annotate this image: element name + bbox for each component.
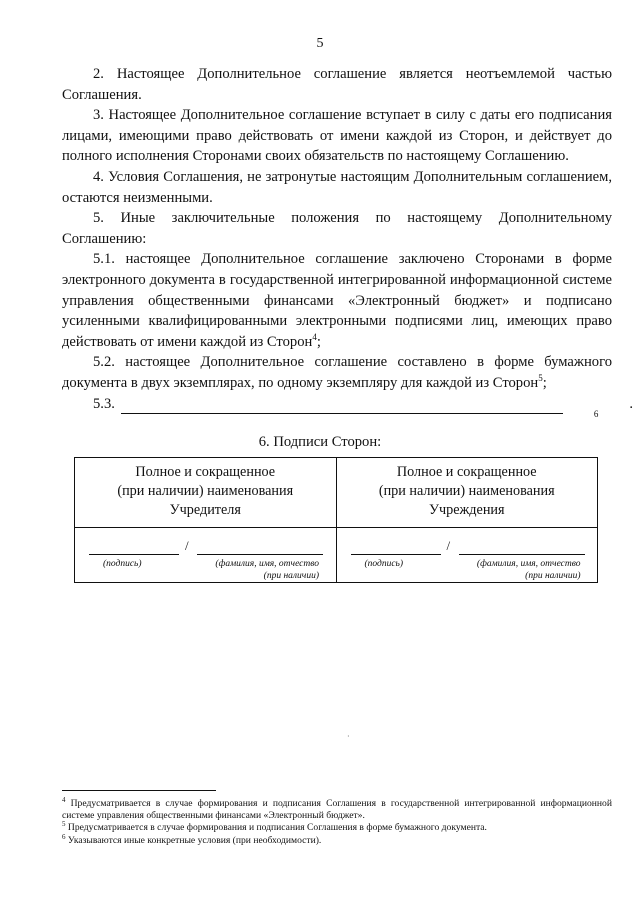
- clause-2: 2. Настоящее Дополнительное соглашение является неотъемлемой частью Соглашения.: [62, 66, 612, 103]
- founder-heading-text: Полное и сокращенное (при наличии) наименования Учредителя: [117, 464, 294, 518]
- footnote-ref-5: 5: [538, 373, 543, 384]
- footnote-4: [62, 795, 612, 822]
- footnote-5-mark: 5: [62, 820, 66, 829]
- scan-speck: ·: [347, 732, 350, 741]
- institution-signature-cell: [336, 528, 598, 583]
- signatures-table: [74, 457, 598, 583]
- institution-caption-name: (фамилия, имя, отчество (при наличии): [476, 559, 581, 581]
- founder-signature-blank: [89, 554, 179, 555]
- footnote-5: [62, 822, 612, 834]
- clause-4: 4. Условия Соглашения, не затронутые настоящим Дополнительным соглашением, остаются неизменными.: [62, 168, 612, 206]
- institution-caption-signature: (подпись): [364, 559, 404, 569]
- founder-slash: /: [185, 538, 189, 553]
- footnote-6-mark: 6: [62, 832, 66, 841]
- clause-5-2: [62, 352, 612, 393]
- clause-5-1-text: 5.1. настоящее Дополнительное соглашение заключено Сторонами в форме электронного документа в государственной интегрированной информационной системе управления общественными финансами «Электронный бюджет» и подписано усиленными квалифицированными электронными подписями лиц, имеющих право действовать от имени каждой из Сторон: [62, 251, 612, 350]
- footnote-5-text: Предусматривается в случае формирования и подписания Соглашения в форме бумажного документа.: [67, 822, 487, 834]
- agreement-body: [62, 64, 634, 420]
- clause-5-3: 5.3. 6 .: [62, 394, 612, 415]
- clause-5-1-end: ;: [316, 333, 321, 350]
- founder-heading: [75, 458, 337, 528]
- founder-signature-line: [89, 539, 328, 555]
- signatures-title: 6. Подписи Сторон:: [258, 434, 382, 450]
- founder-caption-name: (фамилия, имя, отчество (при наличии): [215, 559, 319, 581]
- founder-caption-signature: (подпись): [103, 559, 142, 569]
- clause-5-1: [62, 249, 612, 352]
- founder-name-blank: [197, 554, 323, 555]
- clause-3: 3. Настоящее Дополнительное соглашение вступает в силу с даты его подписания лицами, имеющими право действовать от имени каждой из Сторон, и действует до полного исполнения Сторонами своих обязательств по настоящему Соглашению.: [62, 107, 612, 165]
- institution-slash: /: [446, 538, 451, 553]
- institution-name-blank: [459, 554, 585, 555]
- clause-5-2-text: 5.2. настоящее Дополнительное соглашение составлено в форме бумажного документа в двух экземплярах, по одному экземпляру для каждой из Сторон: [62, 354, 612, 391]
- footnote-separator: [62, 790, 216, 791]
- institution-signature-blank: [351, 554, 441, 555]
- clause-5-2-end: ;: [542, 374, 547, 391]
- clause-5: 5. Иные заключительные положения по настоящему Дополнительному Соглашению:: [62, 210, 612, 247]
- page-number: 5: [316, 36, 324, 51]
- institution-signature-line: [351, 539, 590, 555]
- clause-5-3-end: .: [629, 395, 634, 412]
- footnote-4-text: Предусматривается в случае формирования и подписания Соглашения в государственной интегрированной информационной системе управления общественными финансами «Электронный бюджет».: [62, 798, 612, 822]
- clause-5-3-label: 5.3.: [93, 395, 115, 412]
- footnote-ref-4: 4: [312, 331, 317, 342]
- footnotes: [62, 795, 612, 847]
- institution-heading: [336, 458, 598, 528]
- clause-5-3-blank-line: [121, 399, 563, 414]
- footnote-4-mark: 4: [62, 795, 66, 804]
- footnote-6-text: Указываются иные конкретные условия (при необходимости).: [67, 834, 322, 846]
- founder-signature-cell: [75, 528, 337, 583]
- institution-heading-text: Полное и сокращенное (при наличии) наименования Учреждения: [378, 464, 555, 518]
- footnote-6: [62, 832, 612, 847]
